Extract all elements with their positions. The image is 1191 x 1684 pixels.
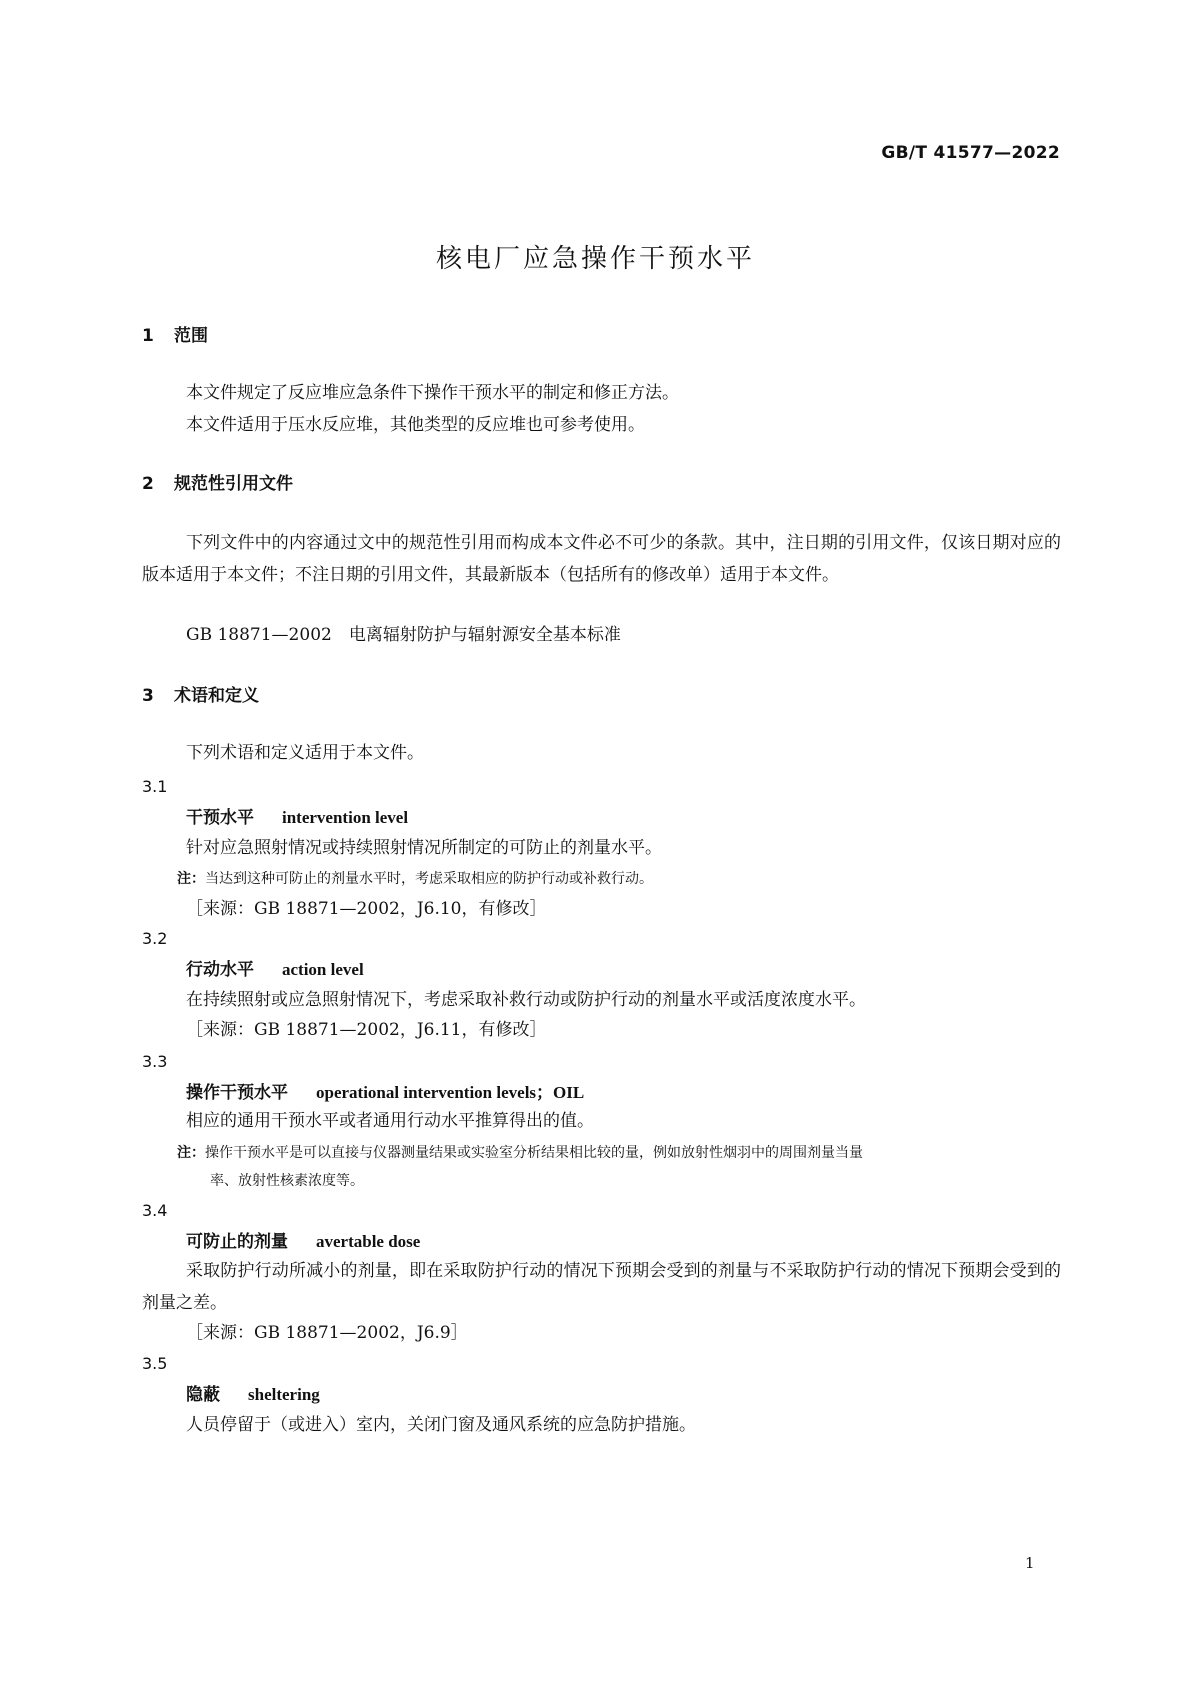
term-source: ［来源：GB 18871—2002，J6.9］ bbox=[186, 1323, 468, 1343]
section-title: 术语和定义 bbox=[174, 686, 259, 706]
term-source: ［来源：GB 18871—2002，J6.11，有修改］ bbox=[186, 1020, 547, 1040]
section-number: 3 bbox=[142, 686, 154, 706]
term-definition: 在持续照射或应急照射情况下，考虑采取补救行动或防护行动的剂量水平或活度浓度水平。 bbox=[186, 990, 866, 1010]
section-3-heading bbox=[142, 688, 259, 705]
term-zh: 操作干预水平 bbox=[186, 1083, 288, 1103]
term-number: 3.3 bbox=[142, 1052, 168, 1071]
term-en: avertable dose bbox=[316, 1232, 421, 1251]
term-en: intervention level bbox=[282, 808, 409, 827]
note-label: 注： bbox=[177, 1145, 205, 1161]
term-zh: 隐蔽 bbox=[186, 1385, 220, 1405]
term-heading bbox=[186, 809, 408, 827]
term-number: 3.4 bbox=[142, 1201, 168, 1220]
term-definition: 相应的通用干预水平或者通用行动水平推算得出的值。 bbox=[186, 1111, 594, 1131]
term-heading bbox=[186, 1084, 584, 1102]
note-label: 注： bbox=[177, 871, 205, 887]
note-text: 操作干预水平是可以直接与仪器测量结果或实验室分析结果相比较的量，例如放射性烟羽中的周围剂量当量 bbox=[205, 1145, 863, 1161]
note-text-continued: 率、放射性核素浓度等。 bbox=[210, 1173, 364, 1189]
term-zh: 行动水平 bbox=[186, 960, 254, 980]
term-number: 3.2 bbox=[142, 929, 168, 948]
term-number: 3.1 bbox=[142, 777, 168, 796]
standard-code: GB/T 41577—2022 bbox=[881, 143, 1060, 163]
page-number: 1 bbox=[1025, 1554, 1035, 1572]
term-definition: 采取防护行动所减小的剂量，即在采取防护行动的情况下预期会受到的剂量与不采取防护行动的情况下预期会受到的剂量之差。 bbox=[142, 1261, 1061, 1313]
term-definition: 针对应急照射情况或持续照射情况所制定的可防止的剂量水平。 bbox=[186, 838, 662, 858]
term-heading bbox=[186, 1386, 320, 1404]
term-note bbox=[177, 1139, 1061, 1195]
term-en: action level bbox=[282, 960, 364, 979]
document-title: 核电厂应急操作干预水平 bbox=[435, 244, 755, 274]
term-heading bbox=[186, 1233, 420, 1251]
term-source: ［来源：GB 18871—2002，J6.10，有修改］ bbox=[186, 899, 547, 919]
normative-reference: GB 18871—2002 电离辐射防护与辐射源安全基本标准 bbox=[186, 625, 621, 645]
section-number: 2 bbox=[142, 474, 154, 494]
section-2-paragraph: 下列文件中的内容通过文中的规范性引用而构成本文件必不可少的条款。其中，注日期的引用文件，仅该日期对应的版本适用于本文件；不注日期的引用文件，其最新版本（包括所有的修改单）适用于本文件。 bbox=[142, 533, 1061, 585]
section-1-heading bbox=[142, 328, 208, 345]
term-en: sheltering bbox=[248, 1385, 320, 1404]
term-en: operational intervention levels；OIL bbox=[316, 1083, 585, 1102]
section-1-paragraph: 本文件规定了反应堆应急条件下操作干预水平的制定和修正方法。 bbox=[186, 383, 679, 403]
term-note bbox=[177, 872, 653, 886]
section-3-intro: 下列术语和定义适用于本文件。 bbox=[186, 743, 424, 763]
term-number: 3.5 bbox=[142, 1354, 168, 1373]
section-1-paragraph: 本文件适用于压水反应堆，其他类型的反应堆也可参考使用。 bbox=[186, 415, 645, 435]
section-title: 规范性引用文件 bbox=[174, 474, 293, 494]
section-number: 1 bbox=[142, 326, 154, 346]
note-text: 当达到这种可防止的剂量水平时，考虑采取相应的防护行动或补救行动。 bbox=[205, 871, 653, 887]
term-definition: 人员停留于（或进入）室内，关闭门窗及通风系统的应急防护措施。 bbox=[186, 1415, 696, 1435]
section-2-heading bbox=[142, 476, 293, 493]
section-title: 范围 bbox=[174, 326, 208, 346]
term-heading bbox=[186, 961, 364, 979]
term-zh: 可防止的剂量 bbox=[186, 1232, 288, 1252]
term-zh: 干预水平 bbox=[186, 808, 254, 828]
